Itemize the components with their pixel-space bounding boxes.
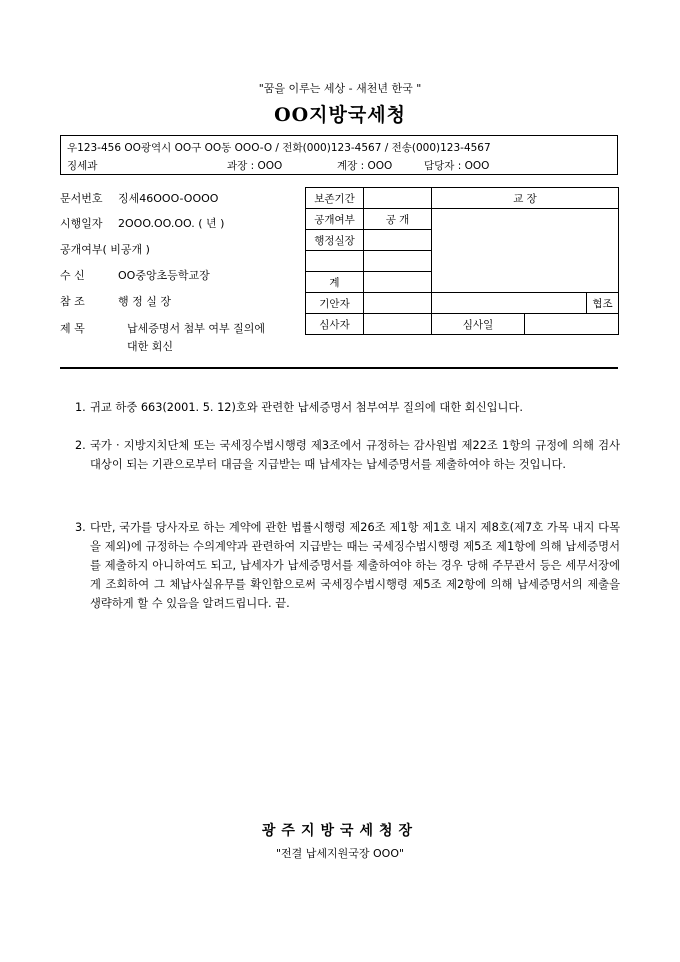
paragraph-1-number: 1. xyxy=(75,401,86,414)
doc-no-label: 문서번호 xyxy=(60,192,103,205)
paragraph-3-number: 3. xyxy=(75,521,86,534)
approval-table xyxy=(305,187,619,335)
review-date-label: 심사일 xyxy=(432,314,525,335)
cooperation-blank xyxy=(432,293,587,314)
review-date-value xyxy=(525,314,619,335)
drafter-sign xyxy=(364,293,432,314)
paragraph-2-text: 국가 · 지방지치단체 또는 국세징수법시행령 제3조에서 규정하는 감사원법 제22조 1항의 규정에 의해 검사대상이 되는 기관으로부터 대금을 지급받는 때 납세자는 납세증명서를 제출하여야 하는 것입니다. xyxy=(90,439,620,471)
header-divider xyxy=(60,367,618,369)
principal-label: 교 장 xyxy=(432,188,619,209)
subject-line-1: 납세증명서 첨부 여부 질의에 xyxy=(127,322,266,335)
contact-info-box xyxy=(60,135,618,175)
drafter-label: 기안자 xyxy=(306,293,364,314)
retention-label: 보존기간 xyxy=(306,188,364,209)
retention-value xyxy=(364,188,432,209)
subject-label: 제 목 xyxy=(60,322,85,335)
admin-chief-label: 행정실장 xyxy=(306,230,364,251)
total-label: 계 xyxy=(306,272,364,293)
address-line: 우123-456 OO광역시 OO구 OO동 OOO-O / 전화(000)123-4567 / 전송(000)123-4567 xyxy=(67,142,491,154)
sender-name: 광주지방국세청장 xyxy=(261,823,419,839)
reviewer-label: 심사자 xyxy=(306,314,364,335)
cooperation-label: 협조 xyxy=(587,293,619,314)
subject-line-2: 대한 회신 xyxy=(127,340,174,353)
paragraph-3-text: 다만, 국가를 당사자로 하는 계약에 관한 법률시행령 제26조 제1항 제1호 내지 제8호(제7호 가목 내지 다목을 제외)에 규정하는 수의계약과 관련하여 지급받는 때는 국세징수법시행령 제5조 제1항에 의해 납세증명서를 제출하지 아니하여도 되고, 납세자가 납세증명서를 제출하여야 하는 경우 당해 주무관서 등은 세무서장에게 조회하여 그 체납사실유무를 확인함으로써 국세징수법시행령 제5조 제2항에 의해 납세증명서의 제출을 생략하게 할 수 있음을 알려드립니다. 끝. xyxy=(90,521,620,610)
public-value-cell: 공 개 xyxy=(364,209,432,230)
blank-label xyxy=(306,251,364,272)
document-meta xyxy=(60,190,300,360)
public-status-label: 공개여부( 비공개 ) xyxy=(60,243,150,256)
paragraph-1-text: 귀교 하중 663(2001. 5. 12)호와 관련한 납세증명서 첨부여부 질의에 대한 회신입니다. xyxy=(90,401,523,414)
total-sign xyxy=(364,272,432,293)
admin-chief-sign xyxy=(364,230,432,251)
blank-sign xyxy=(364,251,432,272)
public-status-cell: 공개여부 xyxy=(306,209,364,230)
department: 징세과 xyxy=(67,160,98,172)
slogan: "꿈을 이루는 세상 - 새천년 한국 " xyxy=(258,82,422,95)
director: 과장 : OOO xyxy=(227,160,283,172)
issuing-office-title: OO지방국세청 xyxy=(274,104,406,126)
reference-value: 행 정 실 장 xyxy=(118,295,171,308)
officer: 담당자 : OOO xyxy=(424,160,490,172)
paragraph-2-number: 2. xyxy=(75,439,86,452)
paragraph-1 xyxy=(75,398,620,417)
paragraph-3 xyxy=(75,518,620,613)
date-label: 시행일자 xyxy=(60,217,103,230)
chief: 계장 : OOO xyxy=(337,160,393,172)
reference-label: 참 조 xyxy=(60,295,85,308)
principal-sign-area xyxy=(432,209,619,293)
doc-no-value: 징세46OOO-OOOO xyxy=(118,192,219,205)
date-value: 2OOO.OO.OO. ( 년 ) xyxy=(118,217,225,230)
reviewer-sign xyxy=(364,314,432,335)
paragraph-2 xyxy=(75,436,620,474)
recipient-label: 수 신 xyxy=(60,269,85,282)
recipient-value: OO중앙초등학교장 xyxy=(118,269,210,282)
signed-by: "전결 납세지원국장 OOO" xyxy=(275,847,405,860)
